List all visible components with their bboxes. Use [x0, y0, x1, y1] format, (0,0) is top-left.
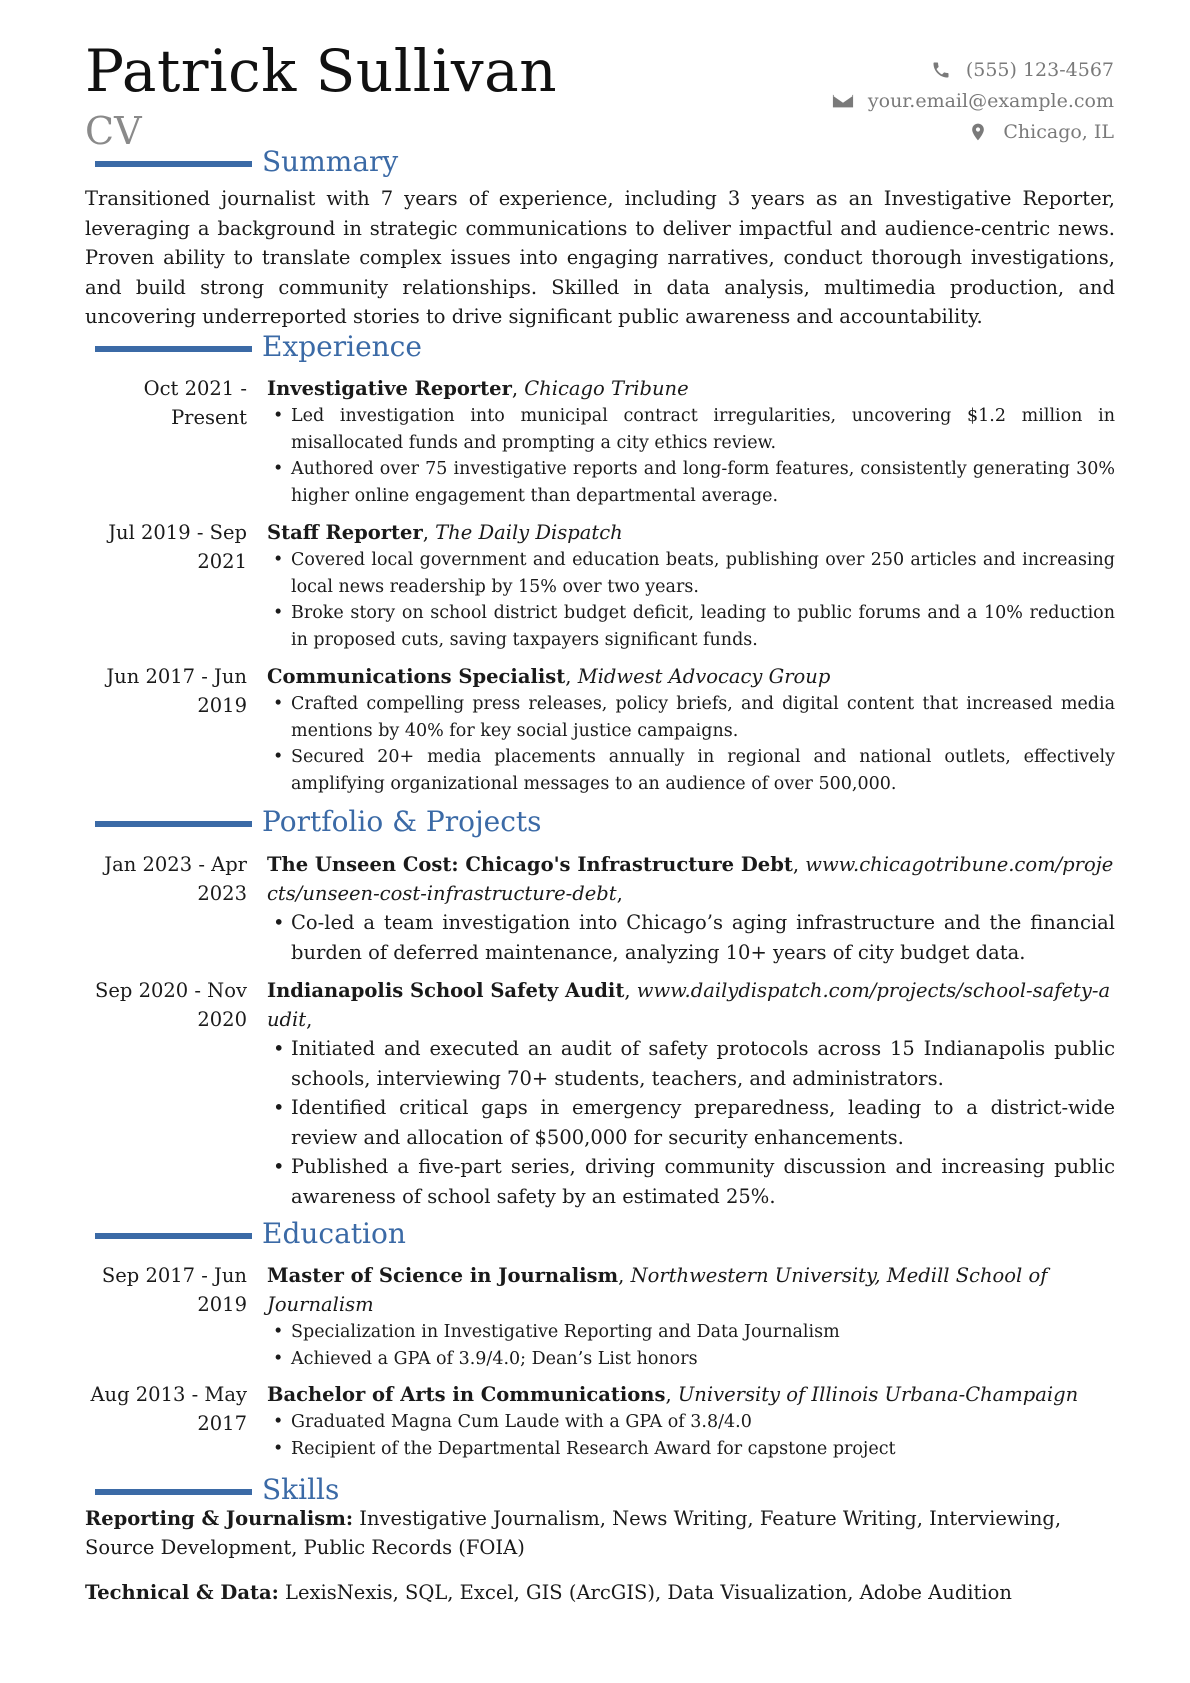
section-bar	[95, 161, 252, 167]
list-item: • Achieved a GPA of 3.9/4.0; Dean’s List honors	[267, 1346, 1115, 1373]
entry-date: Jul 2019 - Sep 2021	[108, 521, 247, 573]
map-pin-icon	[967, 122, 989, 142]
skill-list: Investigative Journalism, News Writing, Feature Writing, Interviewing, Source Development, Public Records (FOIA)	[85, 1507, 1062, 1559]
project-url[interactable]: www.dailydispatch.com/projects/school-safety-audit	[267, 979, 1111, 1031]
contact-location	[832, 116, 1114, 147]
location-text: Chicago, IL	[1003, 120, 1114, 143]
school-name: University of Illinois Urbana-Champaign	[677, 1383, 1079, 1406]
skill-group	[85, 1504, 1115, 1562]
list-item: • Graduated Magna Cum Laude with a GPA of 3.8/4.0	[267, 1409, 1115, 1436]
skill-group	[85, 1578, 1115, 1607]
section-bar	[95, 346, 252, 352]
summary-heading	[95, 145, 399, 178]
section-title: Summary	[262, 145, 399, 178]
list-item: • Covered local government and education beats, publishing over 250 articles and increasing local news readership by 15% over two years.	[267, 547, 1115, 600]
person-name: Patrick Sullivan	[85, 37, 558, 105]
skill-list: LexisNexis, SQL, Excel, GIS (ArcGIS), Data Visualization, Adobe Audition	[285, 1581, 1012, 1604]
entry-date: Jun 2017 - Jun 2019	[106, 665, 247, 717]
list-item: • Crafted compelling press releases, policy briefs, and digital content that increased media mentions by 40% for key social justice campaigns.	[267, 691, 1115, 744]
cv-page: Patrick Sullivan CV (555) 123-4567 your.email@example.com Chicago, IL Summary Transitioned journalist with 7 years of experience, including 3 years as an Investigative Reporter, leveraging a background in strategic communications to deliver impactful and audience-centric news. Proven ability to translate complex issues into engaging narratives, conduct thorough investigations, and build strong community relationships. Skilled in data analysis, multimedia production, and uncovering underreported stories to drive significant public awareness and accountability. Experience Oct 2021 - Present Investigative Reporter, Chicago Tribune • Led investigation into municipal contract irregularities, uncovering $1.2 million in misallocated funds and prompting a city ethics review. • Authored over 75 investigative reports and long-form features, consistently generating 30% higher online engagement than departmental average. Jul 2019 - Sep 2021 Staff Reporter, The Daily Dispatch • Covered local government and education beats, publishing over 250 articles and increasing local news readership by 15% over two years. • Broke story on school district budget deficit, leading to public forums and a 10% reduction in proposed cuts, saving taxpayers significant funds. Jun 2017 - Jun 2019 Communications Specialist, Midwest Advocacy Group • Crafted compelling press releases, policy briefs, and digital content that increased media mentions by 40% for key social justice campaigns. • Secured 20+ media placements annually in regional and national outlets, effectively amplifying organizational messages to an audience of over 500,000. Portfolio & Projects Jan 2023 - Apr 2023 The Unseen Cost: Chicago's Infrastructure Debt, www.chicagotribune.com/projects/unseen-cost-infrastructure-debt, • Co-led a team investigation into Chicago’s aging infrastructure and the financial burden of deferred maintenance, analyzing 10+ years of city budget data. Sep 2020 - Nov 2020 Indianapolis School Safety Audit, www.dailydispatch.com/projects/school-safety-audit, • Initiated and executed an audit of safety protocols across 15 Indianapolis public schools, interviewing 70+ students, teachers, and administrators. • Identified critical gaps in emergency preparedness, leading to a district-wide review and allocation of $500,000 for security enhancements. • Published a five-part series, driving community discussion and increasing public awareness of school safety by an estimated 25%. Education Sep 2017 - Jun 2019 Master of Science in Journalism, Northwestern University, Medill School of Journalism • Specialization in Investigative Reporting and Data Journalism • Achieved a GPA of 3.9/4.0; Dean’s List honors Aug 2013 - May 2017 Bachelor of Arts in Communications, University of Illinois Urbana-Champaign • Graduated Magna Cum Laude with a GPA of 3.8/4.0 • Recipient of the Departmental Research Award for capstone project Skills Reporting & Journalism: Investigative Journalism, News Writing, Feature Writing, Interviewing, Source Development, Public Records (FOIA) Technical & Data: LexisNexis, SQL, Excel, GIS (ArcGIS), Data Visualization, Adobe Audition	[0, 0, 1190, 1683]
contact-phone	[832, 54, 1114, 85]
entry-date: Jan 2023 - Apr 2023	[104, 853, 247, 905]
degree-name: Bachelor of Arts in Communications	[267, 1383, 666, 1406]
project-name: The Unseen Cost: Chicago's Infrastructure Debt	[267, 853, 793, 876]
degree-name: Master of Science in Journalism	[267, 1264, 619, 1287]
experience-heading	[95, 330, 422, 363]
list-item: • Co-led a team investigation into Chicago’s aging infrastructure and the financial burden of deferred maintenance, analyzing 10+ years of city budget data.	[267, 908, 1115, 967]
entry-role: Investigative Reporter	[267, 377, 512, 400]
section-bar	[95, 1489, 252, 1495]
section-title: Skills	[262, 1473, 340, 1506]
entry-organization: The Daily Dispatch	[435, 521, 623, 544]
list-item: • Identified critical gaps in emergency preparedness, leading to a district-wide review and allocation of $500,000 for security enhancements.	[267, 1093, 1115, 1152]
list-item: • Secured 20+ media placements annually in regional and national outlets, effectively amplifying organizational messages to an audience of over 500,000.	[267, 744, 1115, 797]
entry-organization: Midwest Advocacy Group	[577, 665, 831, 688]
projects-heading	[95, 805, 542, 838]
list-item: • Specialization in Investigative Reporting and Data Journalism	[267, 1319, 1115, 1346]
document-subtitle: CV	[85, 109, 142, 153]
entry-date: Sep 2017 - Jun 2019	[101, 1264, 247, 1316]
section-title: Experience	[262, 330, 422, 363]
summary-text: Transitioned journalist with 7 years of experience, including 3 years as an Investigative Reporter, leveraging a background in strategic communications to deliver impactful and audience-centric news. Proven ability to translate complex issues into engaging narratives, conduct thorough investigations, and build strong community relationships. Skilled in data analysis, multimedia production, and uncovering underreported stories to drive significant public awareness and accountability.	[85, 187, 1115, 328]
phone-number[interactable]: (555) 123-4567	[965, 58, 1114, 81]
entry-role: Staff Reporter	[267, 521, 423, 544]
list-item: • Led investigation into municipal contract irregularities, uncovering $1.2 million in misallocated funds and prompting a city ethics review.	[267, 403, 1115, 456]
school-name: Northwestern University, Medill School of Journalism	[267, 1264, 1048, 1316]
section-title: Portfolio & Projects	[262, 805, 542, 838]
entry-organization: Chicago Tribune	[524, 377, 689, 400]
entry-date: Aug 2013 - May 2017	[90, 1383, 247, 1435]
project-name: Indianapolis School Safety Audit	[267, 979, 625, 1002]
section-title: Education	[262, 1217, 406, 1250]
list-item: • Recipient of the Departmental Research Award for capstone project	[267, 1436, 1115, 1463]
section-bar	[95, 1233, 252, 1239]
list-item: • Published a five-part series, driving community discussion and increasing public awareness of school safety by an estimated 25%.	[267, 1152, 1115, 1211]
entry-date: Sep 2020 - Nov 2020	[94, 979, 247, 1031]
education-heading	[95, 1217, 406, 1250]
phone-icon	[930, 60, 952, 80]
skill-label: Technical & Data:	[85, 1581, 279, 1604]
envelope-icon	[832, 91, 854, 111]
contact-email	[832, 85, 1114, 116]
entry-role: Communications Specialist	[267, 665, 566, 688]
entry-date: Oct 2021 - Present	[143, 377, 247, 429]
project-url[interactable]: www.chicagotribune.com/projects/unseen-cost-infrastructure-debt	[267, 853, 1114, 905]
contact-block	[832, 54, 1114, 147]
section-bar	[95, 821, 252, 827]
list-item: • Authored over 75 investigative reports and long-form features, consistently generating 30% higher online engagement than departmental average.	[267, 456, 1115, 509]
skills-heading	[95, 1473, 340, 1506]
email-address[interactable]: your.email@example.com	[867, 89, 1114, 112]
list-item: • Initiated and executed an audit of safety protocols across 15 Indianapolis public schools, interviewing 70+ students, teachers, and administrators.	[267, 1034, 1115, 1093]
list-item: • Broke story on school district budget deficit, leading to public forums and a 10% reduction in proposed cuts, saving taxpayers significant funds.	[267, 600, 1115, 653]
skill-label: Reporting & Journalism:	[85, 1507, 354, 1530]
